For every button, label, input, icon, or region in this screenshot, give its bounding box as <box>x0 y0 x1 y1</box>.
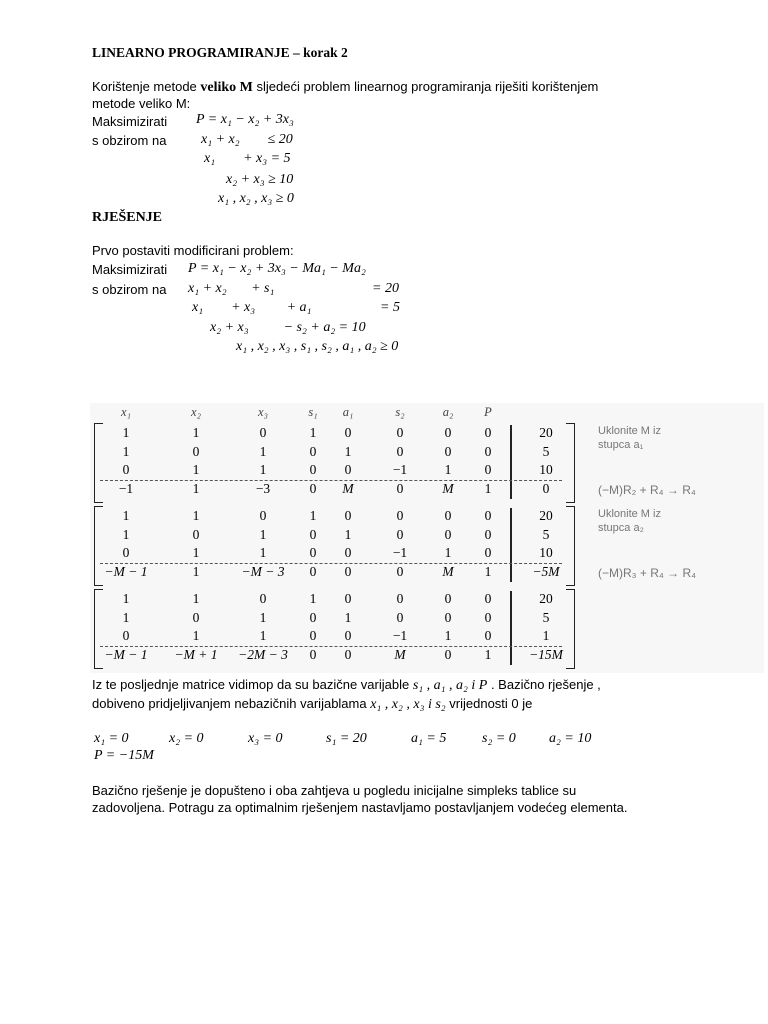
matrix-cell: 1 <box>259 443 267 459</box>
row-operation: (−M)R₃ + R₄ → R₄ <box>598 565 697 580</box>
modified-constraint-2-rhs: = 5 <box>380 300 400 315</box>
value-s2: s₂ = 0 <box>482 731 516 746</box>
matrix-cell: −1 <box>118 480 134 496</box>
value-s1: s₁ = 20 <box>326 731 367 746</box>
basic-vars: s₁ , a₁ , a₂ i P <box>412 678 488 693</box>
matrix-note: Uklonite M iz stupca a₂ <box>598 508 661 534</box>
matrix-cell: M <box>342 480 354 496</box>
matrix-cell: 1 <box>444 462 452 477</box>
matrix-cell: 0 <box>444 609 452 625</box>
matrix-cell: 1 <box>192 545 200 560</box>
matrix-cell: 0 <box>444 526 452 542</box>
matrix-cell: 0 <box>344 591 352 606</box>
matrix-cell: 1 <box>484 480 492 496</box>
value-x1: x₁ = 0 <box>94 731 129 746</box>
intro-method: veliko M <box>200 80 253 95</box>
matrix-cell: 0 <box>309 443 317 459</box>
matrix-cell: 1 <box>192 508 200 523</box>
matrix-cell: 0 <box>309 609 317 625</box>
matrix-cell: 20 <box>539 508 553 523</box>
matrix-cell: 0 <box>309 628 317 643</box>
matrix-cell: 0 <box>396 526 404 542</box>
matrix-cell: 0 <box>259 508 267 523</box>
value-x2: x₂ = 0 <box>169 731 204 746</box>
modified-constraint-1-rhs: = 20 <box>372 281 399 296</box>
modified-objective: P = x₁ − x₂ + 3x₃ − Ma₁ − Ma₂ <box>188 261 366 276</box>
matrix-cell: 1 <box>344 609 352 625</box>
matrix-cell: 0 <box>309 646 317 662</box>
matrix-header-1: x₂ <box>191 405 201 419</box>
matrix-cell: 0 <box>344 563 352 579</box>
matrix-cell: −M − 1 <box>104 563 148 579</box>
nonbasic-text-end: vrijednosti 0 je <box>445 696 533 711</box>
matrix-note: Uklonite M iz stupca a₁ <box>598 425 661 451</box>
subject-to-label: s obzirom na <box>92 133 167 148</box>
matrix-cell: 5 <box>542 443 550 459</box>
matrix-cell: 1 <box>122 591 130 606</box>
matrix-cell: 0 <box>396 480 404 496</box>
matrix-cell: 1 <box>122 609 130 625</box>
modified-constraint-2: x₁ + x₃ + a₁ <box>192 300 312 315</box>
matrix-cell: 0 <box>259 591 267 606</box>
matrix-cell: 0 <box>484 508 492 523</box>
matrix-cell: −3 <box>255 480 271 496</box>
matrix-cell: 0 <box>542 480 550 496</box>
matrix-cell: 1 <box>122 443 130 459</box>
matrix-header-4: a₁ <box>342 405 354 419</box>
matrix-cell: 1 <box>259 609 267 625</box>
matrix-cell: 1 <box>484 646 492 662</box>
objective-function: P = x₁ − x₂ + 3x₃ <box>196 112 294 127</box>
matrix-cell: 0 <box>484 591 492 606</box>
constraint-nonneg: x₁ , x₂ , x₃ ≥ 0 <box>218 191 294 206</box>
matrix-cell: −5M <box>532 563 560 579</box>
intro-text-2: sljedeći problem linearnog programiranja riješiti korištenjem <box>252 79 599 94</box>
matrix-objective-separator <box>100 480 562 481</box>
matrix-cell: 1 <box>259 462 267 477</box>
matrix-cell: M <box>442 480 454 496</box>
matrix-header-6: a₂ <box>442 405 454 419</box>
matrix-cell: 0 <box>484 462 492 477</box>
matrix-cell: 1 <box>309 508 317 523</box>
matrix-cell: −M + 1 <box>174 646 218 662</box>
maximize-label: Maksimizirati <box>92 114 168 129</box>
matrix-cell: 1 <box>122 508 130 523</box>
matrix-header-2: x₃ <box>258 405 268 419</box>
matrix-cell: 0 <box>484 526 492 542</box>
matrix-cell: 20 <box>539 425 553 440</box>
matrix-cell: 0 <box>309 462 317 477</box>
matrix-cell: 1 <box>259 545 267 560</box>
modified-constraint-nonneg: x₁ , x₂ , x₃ , s₁ , s₂ , a₁ , a₂ ≥ 0 <box>236 339 399 354</box>
matrix-cell: 1 <box>444 545 452 560</box>
matrix-cell: 0 <box>484 425 492 440</box>
matrix-cell: 1 <box>309 425 317 440</box>
intro-paragraph <box>92 79 598 96</box>
value-a1: a₁ = 5 <box>411 731 447 746</box>
matrix-scan <box>90 403 764 673</box>
matrix-header-3: s₁ <box>308 405 318 419</box>
matrix-cell: −1 <box>392 545 408 560</box>
matrix-cell: 1 <box>192 563 200 579</box>
matrix-cell: 1 <box>344 443 352 459</box>
matrix-cell: 0 <box>309 480 317 496</box>
matrix-cell: 20 <box>539 591 553 606</box>
constraint-2: x₁ + x₃ = 5 <box>204 151 291 166</box>
solution-heading: RJEŠENJE <box>92 210 163 225</box>
matrix-cell: 1 <box>542 628 550 643</box>
matrix-cell: 0 <box>344 628 352 643</box>
matrix-header-5: s₂ <box>395 405 405 419</box>
matrix-cell: 0 <box>444 508 452 523</box>
matrix-cell: 0 <box>484 609 492 625</box>
modified-intro: Prvo postaviti modificirani problem: <box>92 243 294 258</box>
matrix-cell: 0 <box>396 609 404 625</box>
matrix-cell: −15M <box>529 646 563 662</box>
matrix-cell: 0 <box>396 508 404 523</box>
modified-maximize-label: Maksimizirati <box>92 262 168 277</box>
modified-subject-to-label: s obzirom na <box>92 282 167 297</box>
matrix-cell: 0 <box>484 443 492 459</box>
matrix-cell: 5 <box>542 526 550 542</box>
page-title: LINEARNO PROGRAMIRANJE – korak 2 <box>92 45 348 60</box>
value-a2: a₂ = 10 <box>549 731 592 746</box>
matrix-cell: 0 <box>444 591 452 606</box>
matrix-header-7: P <box>484 405 492 419</box>
nonbasic-vars: x₁ , x₂ , x₃ i s₂ <box>370 697 446 712</box>
closing-line-1: Bazično rješenje je dopušteno i oba zahtjeva u pogledu inicijalne simpleks tablice su <box>92 783 577 798</box>
matrix-cell: 0 <box>122 545 130 560</box>
matrix-cell: 0 <box>396 591 404 606</box>
matrix-cell: 0 <box>444 443 452 459</box>
nonbasic-variables-line <box>92 696 532 713</box>
matrix-cell: −1 <box>392 628 408 643</box>
matrix-cell: 5 <box>542 609 550 625</box>
constraint-1: x₁ + x₂ ≤ 20 <box>201 132 293 147</box>
closing-line-2: zadovoljena. Potragu za optimalnim rješenjem nastavljamo postavljanjem vodećeg elementa. <box>92 800 628 815</box>
intro-line2: metode veliko M: <box>92 96 191 111</box>
nonbasic-text: dobiveno pridjeljivanjem nebazičnih varijablama <box>92 696 371 711</box>
matrix-cell: −M − 3 <box>241 563 285 579</box>
matrix-cell: 0 <box>484 628 492 643</box>
basic-variables-line <box>92 677 601 694</box>
matrix-cell: 0 <box>344 425 352 440</box>
matrix-cell: 0 <box>344 508 352 523</box>
matrix-cell: 1 <box>309 591 317 606</box>
matrix-cell: 0 <box>444 646 452 662</box>
matrix-cell: 1 <box>259 628 267 643</box>
matrix-cell: 0 <box>309 526 317 542</box>
intro-text: Korištenje metode <box>92 79 201 94</box>
matrix-cell: M <box>442 563 454 579</box>
matrix-cell: M <box>394 646 406 662</box>
matrix-cell: −2M − 3 <box>238 646 288 662</box>
matrix-cell: 0 <box>396 563 404 579</box>
matrix-objective-separator <box>100 646 562 647</box>
matrix-cell: 10 <box>539 462 553 477</box>
matrix-cell: 1 <box>192 591 200 606</box>
matrix-cell: 1 <box>192 480 200 496</box>
matrix-cell: 0 <box>122 628 130 643</box>
matrix-objective-separator <box>100 563 562 564</box>
matrix-cell: 1 <box>344 526 352 542</box>
matrix-cell: 0 <box>192 443 200 459</box>
matrix-cell: 0 <box>344 545 352 560</box>
matrix-cell: 1 <box>444 628 452 643</box>
row-operation: (−M)R₂ + R₄ → R₄ <box>598 482 696 497</box>
matrix-cell: 0 <box>396 425 404 440</box>
matrix-cell: 0 <box>344 462 352 477</box>
constraint-3: x₂ + x₃ ≥ 10 <box>226 172 294 187</box>
matrix-cell: 1 <box>192 462 200 477</box>
matrix-cell: 0 <box>122 462 130 477</box>
matrix-header-0: x₁ <box>121 405 131 419</box>
matrix-cell: 0 <box>192 609 200 625</box>
matrix-cell: 0 <box>309 545 317 560</box>
value-x3: x₃ = 0 <box>248 731 283 746</box>
matrix-cell: 1 <box>122 526 130 542</box>
modified-constraint-3: x₂ + x₃ − s₂ + a₂ = 10 <box>210 320 366 335</box>
basic-text: Iz te posljednje matrice vidimop da su bazične varijable <box>92 677 413 692</box>
matrix-cell: 0 <box>259 425 267 440</box>
matrix-cell: 0 <box>396 443 404 459</box>
matrix-cell: 1 <box>192 628 200 643</box>
matrix-cell: 1 <box>484 563 492 579</box>
matrix-cell: 1 <box>122 425 130 440</box>
modified-constraint-1: x₁ + x₂ + s₁ <box>188 281 275 296</box>
matrix-cell: 0 <box>484 545 492 560</box>
matrix-cell: 1 <box>259 526 267 542</box>
matrix-cell: 0 <box>192 526 200 542</box>
basic-text-end: . Bazično rješenje , <box>487 677 601 692</box>
matrix-cell: 1 <box>192 425 200 440</box>
matrix-cell: 0 <box>344 646 352 662</box>
matrix-cell: 0 <box>444 425 452 440</box>
matrix-cell: −M − 1 <box>104 646 148 662</box>
matrix-cell: −1 <box>392 462 408 477</box>
matrix-cell: 10 <box>539 545 553 560</box>
value-p: P = −15M <box>94 748 154 763</box>
matrix-cell: 0 <box>309 563 317 579</box>
